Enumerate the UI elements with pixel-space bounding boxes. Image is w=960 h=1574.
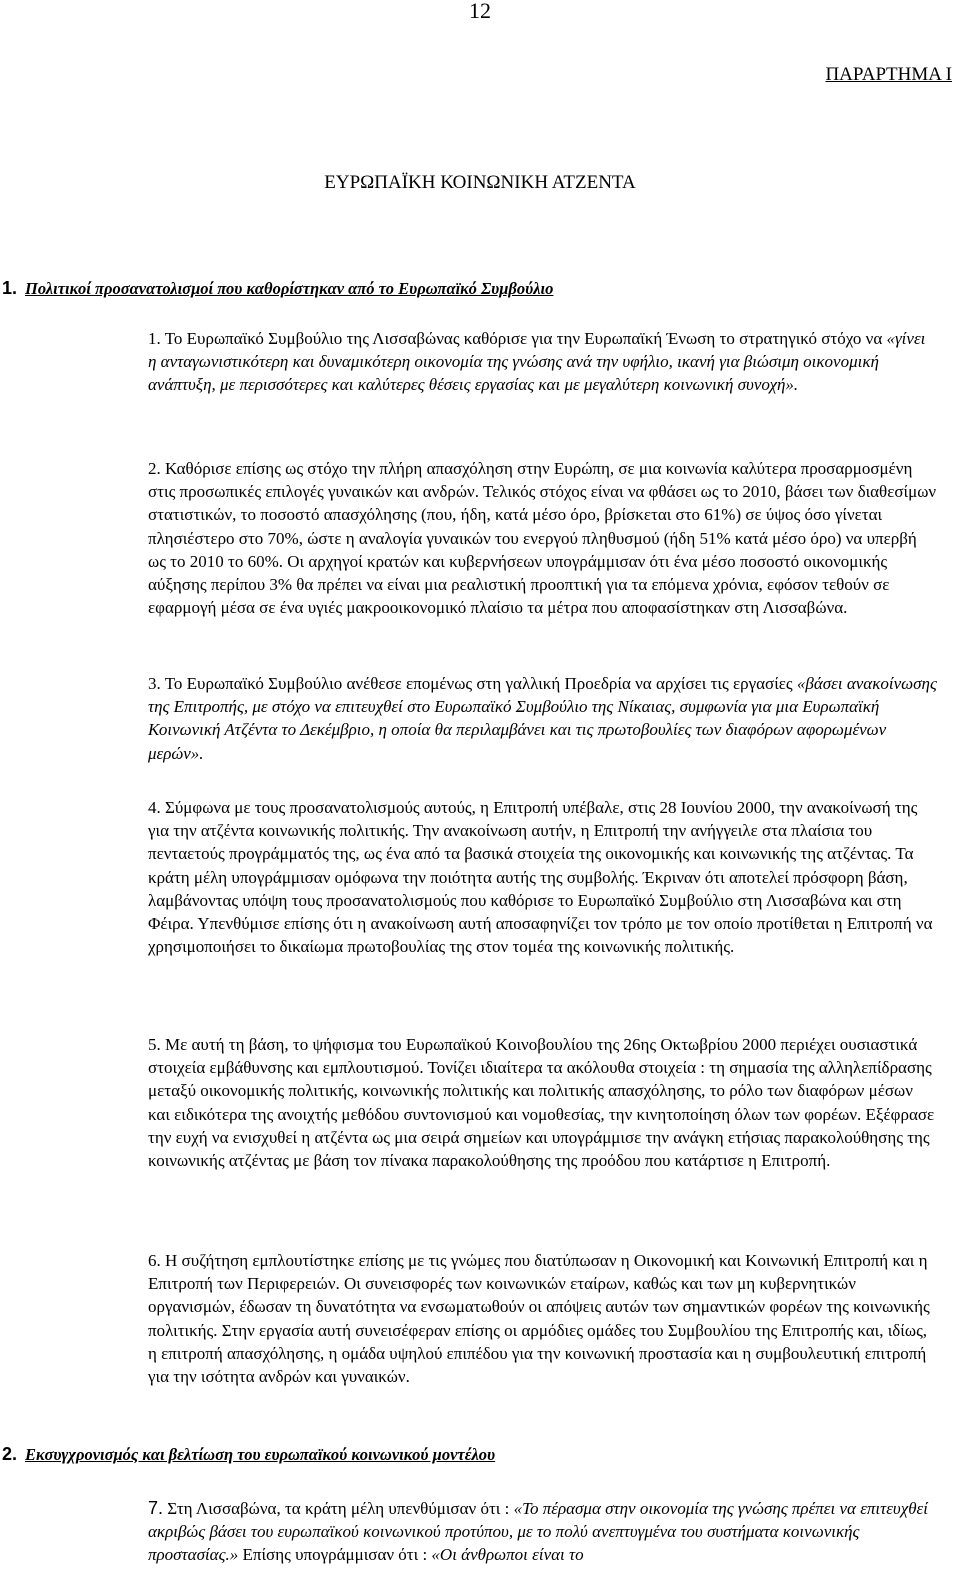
paragraph-7-lead: Στη Λισσαβώνα, τα κράτη μέλη υπενθύμισαν ότι : — [163, 1499, 514, 1518]
section-2-title: Εκσυγχρονισμός και βελτίωση του ευρωπαϊκού κοινωνικού μοντέλου — [25, 1445, 496, 1464]
paragraph-7-quote-2: «Οι άνθρωποι είναι το — [431, 1545, 584, 1565]
section-1-number: 1. — [2, 278, 18, 298]
document-title: ΕΥΡΩΠΑΪΚΗ ΚΟΙΝΩΝΙΚΗ ΑΤΖΕΝΤΑ — [324, 172, 636, 193]
paragraph-1-quote: «γίνει η ανταγωνιστικότερη και δυναμικότερη οικονομία της γνώσης ανά την υφήλιο, ικανή για βιώσιμη οικονομική ανάπτυξη, με περισσότερες και καλύτερες θέσεις εργασίας και με μεγαλύτερη κοινωνική συνοχή». — [148, 329, 926, 395]
annex-title: ΠΑΡΑΡΤΗΜΑ Ι — [825, 64, 952, 85]
paragraph-4: 4. Σύμφωνα με τους προσανατολισμούς αυτούς, η Επιτροπή υπέβαλε, στις 28 Ιουνίου 2000, την ανακοίνωσή της για την ατζέντα κοινωνικής πολιτικής. Την ανακοίνωση αυτήν, η Επιτροπή την ανήγγειλε στα πλαίσια του πενταετούς προγράμματός της, ως ένα από τα βασικά στοιχεία της οικονομικής και κοινωνικής της ατζέντας. Τα κράτη μέλη υπογράμμισαν ομόφωνα την ποιότητα αυτής της συμβολής. Έκριναν ότι αποτελεί πρόσφορη βάση, λαμβάνοντας υπόψη τους προσανατολισμούς που καθόρισε το Ευρωπαϊκό Συμβούλιο στη Λισσαβώνα και στη Φέιρα. Υπενθύμισε επίσης ότι η ανακοίνωση αυτή αποσαφηνίζει τον τρόπο με τον οποίο προτίθεται η Επιτροπή να χρησιμοποιήσει το δικαίωμα πρωτοβουλίας της στον τομέα της κοινωνικής πολιτικής. — [148, 798, 933, 957]
paragraph-7 — [148, 1497, 938, 1567]
section-1-title: Πολιτικοί προσανατολισμοί που καθορίστηκαν από το Ευρωπαϊκό Συμβούλιο — [25, 279, 554, 298]
paragraph-2: 2. Καθόρισε επίσης ως στόχο την πλήρη απασχόληση στην Ευρώπη, σε μια κοινωνία καλύτερα προσαρμοσμένη στις προσωπικές επιλογές γυναικών και ανδρών. Τελικός στόχος είναι να φθάσει ως το 2010, βάσει των διαθεσίμων στατιστικών, το ποσοστό απασχόλησης (που, ήδη, κατά μέσο όρο, βρίσκεται στο 61%) σε ύψος όσο γίνεται πλησιέστερο στο 70%, ώστε η αναλογία γυναικών του ενεργού πληθυσμού (ήδη 51% κατά μέσο όρο) να υπερβή ως το 2010 το 60%. Οι αρχηγοί κρατών και κυβερνήσεων υπογράμμισαν ότι ένα μέσο ποσοστό οικονομικής αύξησης περίπου 3% θα πρέπει να είναι μια ρεαλιστική προοπτική για τα επόμενα χρόνια, εφόσον τεθούν σε εφαρμογή μέσα σε ένα υγιές μακροοικονομικό πλαίσιο τα μέτρα που αποφασίστηκαν στη Λισσαβώνα. — [148, 459, 937, 618]
paragraph-7-quote: «Το πέρασμα στην οικονομία της γνώσης πρέπει να επιτευχθεί ακριβώς βάσει του ευρωπαϊκού κοινωνικού προτύπου, με το πολύ ανεπτυγμένα του συστήματα κοινωνικής προστασίας.» — [148, 1499, 928, 1565]
section-2-number: 2. — [2, 1444, 18, 1464]
paragraph-3-lead: 3. Το Ευρωπαϊκό Συμβούλιο ανέθεσε επομένως στη γαλλική Προεδρία να αρχίσει τις εργασίες — [148, 674, 797, 693]
paragraph-7-number: 7. — [148, 1498, 164, 1518]
paragraph-5: 5. Με αυτή τη βάση, το ψήφισμα του Ευρωπαϊκού Κοινοβουλίου της 26ης Οκτωβρίου 2000 περιέχει ουσιαστικά στοιχεία εμβάθυνσης και εμπλουτισμού. Τονίζει ιδιαίτερα τα ακόλουθα στοιχεία : τη σημασία της αλληλεπίδρασης μεταξύ οικονομικής πολιτικής, κοινωνικής πολιτικής και πολιτικής απασχόλησης, το ρόλο των διαφόρων μέσων και ειδικότερα της ανοιχτής μεθόδου συντονισμού και νομοθεσίας, την κινητοποίηση όλων των φορέων. Εξέφρασε την ευχή να ενισχυθεί η ατζέντα ως μια σειρά σημείων και υπογράμμισε την ανάγκη ετήσιας παρακολούθησης της κοινωνικής ατζέντας με βάση τον πίνακα παρακολούθησης της προόδου που κατάρτισε η Επιτροπή. — [148, 1035, 935, 1171]
paragraph-1-lead: 1. Το Ευρωπαϊκό Συμβούλιο της Λισσαβώνας καθόρισε για την Ευρωπαϊκή Ένωση το στρατηγικό στόχο να — [148, 329, 887, 348]
page-number: 12 — [469, 0, 491, 23]
section-1-heading — [2, 278, 553, 299]
paragraph-3 — [148, 672, 938, 765]
paragraph-6: 6. Η συζήτηση εμπλουτίστηκε επίσης με τις γνώμες που διατύπωσαν η Οικονομική και Κοινωνική Επιτροπή και η Επιτροπή των Περιφερειών. Οι συνεισφορές των κοινωνικών εταίρων, καθώς και των μη κυβερνητικών οργανισμών, έδωσαν τη δυνατότητα να ενσωματωθούν οι απόψεις αυτών των σημαντικών φορέων της κοινωνικής πολιτικής. Στην εργασία αυτή συνεισέφεραν επίσης οι αρμόδιες ομάδες του Συμβουλίου της Επιτροπής και, ιδίως, η επιτροπή απασχόλησης, η ομάδα υψηλού επιπέδου για την κοινωνική προστασία και η συμβουλευτική επιτροπή για την ισότητα ανδρών και γυναικών. — [148, 1251, 930, 1387]
paragraph-3-quote: «βάσει ανακοίνωσης της Επιτροπής, με στόχο να επιτευχθεί στο Ευρωπαϊκό Συμβούλιο της Νίκαιας, συμφωνία για μια Ευρωπαϊκή Κοινωνική Ατζέντα το Δεκέμβριο, η οποία θα περιλαμβάνει και τις πρωτοβουλίες των διαφόρων αφορωμένων μερών». — [148, 674, 937, 763]
section-2-heading — [2, 1444, 495, 1465]
paragraph-1 — [148, 327, 938, 397]
paragraph-7-tail: Επίσης υπογράμμισαν ότι : — [238, 1545, 432, 1565]
